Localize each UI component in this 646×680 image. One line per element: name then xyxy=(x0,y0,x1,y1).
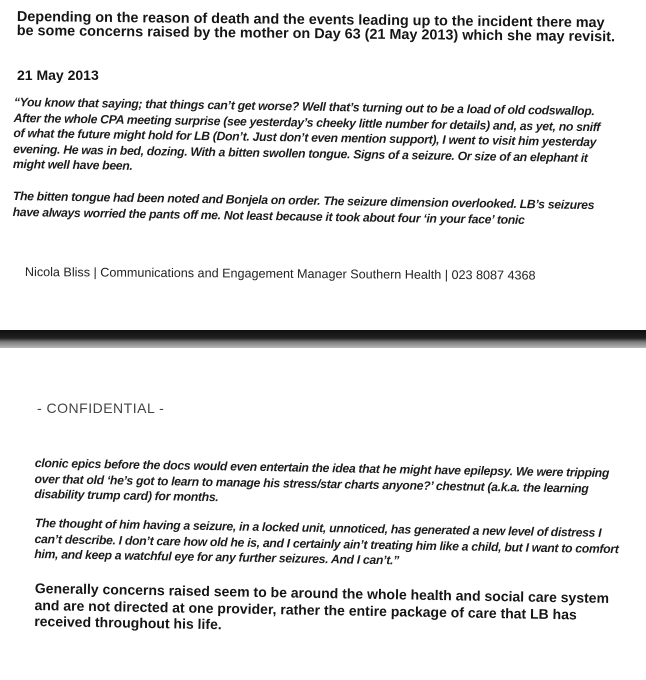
page-footer-contact: Nicola Bliss | Communications and Engagement Manager Southern Health | 023 8087 4368 xyxy=(24,265,536,283)
conclusion-paragraph: Generally concerns raised seem to be around the whole health and social care system and are not directed at one provider, rather the entire package of care that LB has received throughout his life. xyxy=(34,580,610,633)
quote-paragraph-4: The thought of him having a seizure, in a locked unit, unnoticed, has generated a new level of distress I can’t describe. I don’t care how old he is, and I certainly ain’t treating him like a child, but I want to comfort him, and keep a watchful eye for any further seizures. And I can’t.” xyxy=(34,516,619,568)
document-page-2 xyxy=(0,348,646,680)
document-page-1 xyxy=(0,0,646,330)
entry-date-heading: 21 May 2013 xyxy=(17,67,99,83)
quote-paragraph-1: “You know that saying; that things can’t get worse? Well that’s turning out to be a load of old codswallop. After the whole CPA meeting surprise (see yesterday’s cheeky little number for details) and, as yet, no sniff of what the future might hold for LB (Don’t. Just don’t even mention support), I went to visit him yesterday evening. He was in bed, dozing. With a bitten swollen tongue. Signs of a seizure. Or size of an elephant it might well have been. xyxy=(12,95,601,173)
page-break-divider xyxy=(0,330,646,348)
confidential-header: - CONFIDENTIAL - xyxy=(37,400,165,416)
quote-paragraph-3: clonic epics before the docs would even entertain the idea that he might have epilepsy. We were tripping over that old ‘he’s got to learn to manage his stress/star charts anyone?’ chestnut (a.k.a. the learning disability trump card) for months. xyxy=(34,456,610,505)
quote-paragraph-2: The bitten tongue had been noted and Bonjela on order. The seizure dimension overlooked. LB’s seizures have always worried the pants off me. Not least because it took about four ‘in your face’ tonic xyxy=(12,189,595,227)
intro-paragraph: Depending on the reason of death and the events leading up to the incident there may be some concerns raised by the mother on Day 63 (21 May 2013) which she may revisit. xyxy=(16,9,616,46)
